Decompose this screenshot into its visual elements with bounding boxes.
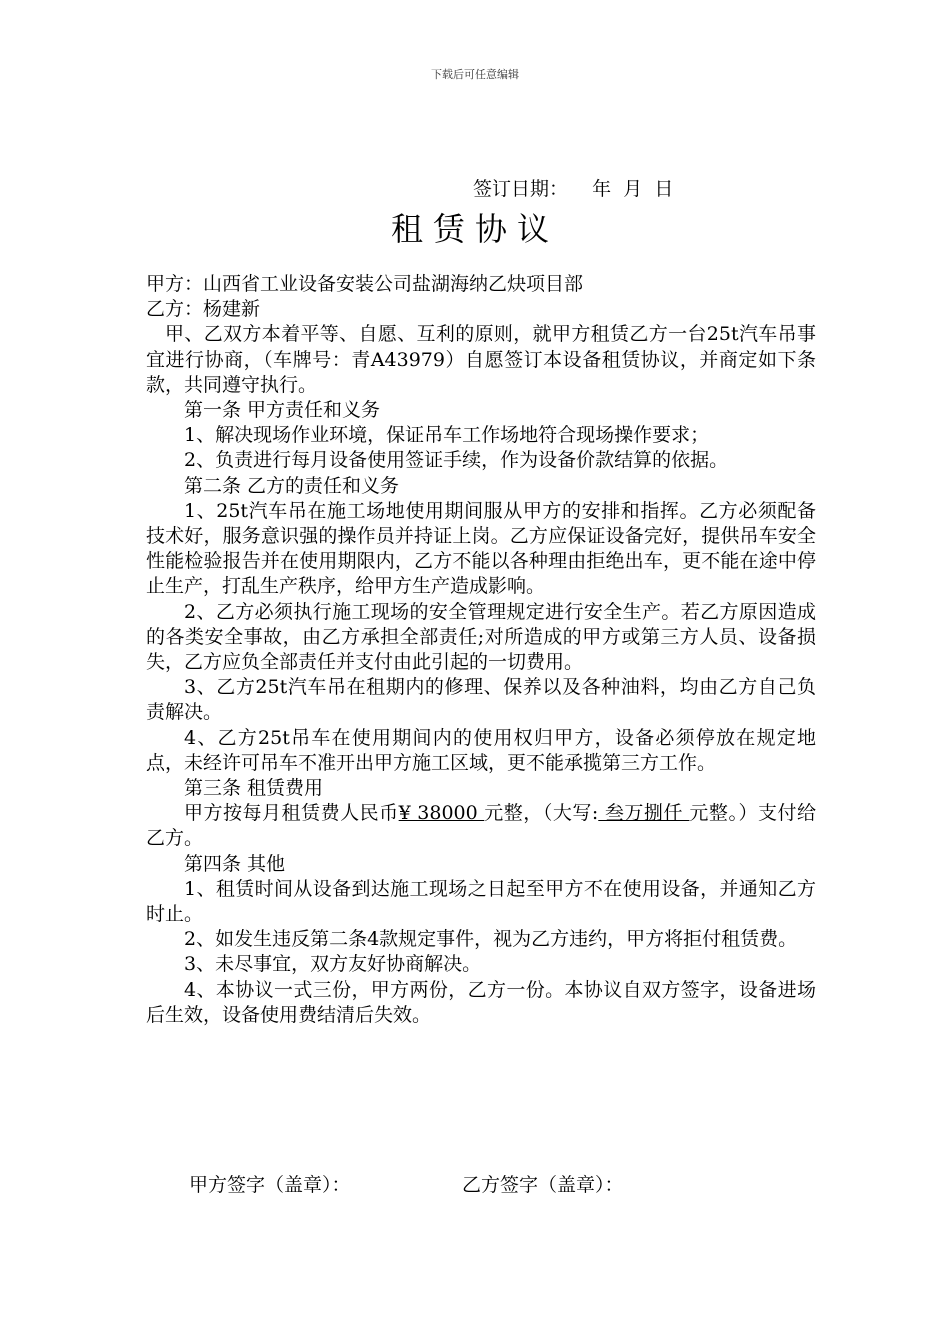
fee-suffix: 元整。）支付给乙方。 xyxy=(146,802,816,850)
article4-heading: 第四条 其他 xyxy=(184,852,286,875)
party-a-signature: 甲方签字（盖章）： xyxy=(189,1174,351,1196)
article4-item: 3、未尽事宜，双方友好协商解决。 xyxy=(184,953,482,976)
sign-date: 签订日期： 年 月 日 xyxy=(473,178,674,200)
party-a: 甲方：山西省工业设备安装公司盐湖海纳乙炔项目部 xyxy=(146,273,584,295)
header-note: 下载后可任意编辑 xyxy=(431,68,519,81)
article4-item: 2、如发生违反第二条4款规定事件，视为乙方违约，甲方将拒付租赁费。 xyxy=(184,928,798,951)
article2-heading: 第二条 乙方的责任和义务 xyxy=(184,474,400,497)
article3-heading: 第三条 租赁费用 xyxy=(184,777,324,800)
fee-paragraph xyxy=(146,801,816,851)
article2-item: 3、乙方25t汽车吊在租期内的修理、保养以及各种油料，均由乙方自己负责解决。 xyxy=(146,676,816,724)
article2-item: 4、乙方25t吊车在使用期间内的使用权归甲方，设备必须停放在规定地点，未经许可吊车不准开出甲方施工区域，更不能承揽第三方工作。 xyxy=(146,726,816,774)
agreement-body xyxy=(146,272,816,1028)
party-b-signature: 乙方签字（盖章）： xyxy=(462,1174,624,1196)
fee-prefix: 甲方按每月租赁费人民币 xyxy=(184,802,399,825)
document-title: 租赁协议 xyxy=(390,210,559,248)
article1-item: 2、负责进行每月设备使用签证手续，作为设备价款结算的依据。 xyxy=(184,449,729,472)
party-b: 乙方：杨建新 xyxy=(146,298,261,321)
fee-amount: ¥ 38000 xyxy=(398,802,485,825)
article2-item: 1、25t汽车吊在施工场地使用期间服从甲方的安排和指挥。乙方必须配备技术好，服务意识强的操作员并持证上岗。乙方应保证设备完好，提供吊车安全性能检验报告并在使用期限内，乙方不能以各种理由拒绝出车，更不能在途中停止生产，打乱生产秩序，给甲方生产造成影响。 xyxy=(146,499,816,598)
article1-item: 1、解决现场作业环境，保证吊车工作场地符合现场操作要求； xyxy=(184,424,710,447)
article4-item: 4、本协议一式三份，甲方两份，乙方一份。本协议自双方签字，设备进场后生效，设备使用费结清后失效。 xyxy=(146,978,816,1026)
article2-item: 2、乙方必须执行施工现场的安全管理规定进行安全生产。若乙方原因造成的各类安全事故，由乙方承担全部责任;对所造成的甲方或第三方人员、设备损失，乙方应负全部责任并支付由此引起的一切费用。 xyxy=(146,600,816,674)
intro-paragraph: 甲、乙双方本着平等、自愿、互利的原则，就甲方租赁乙方一台25t汽车吊事宜进行协商，（车牌号：青A43979）自愿签订本设备租赁协议，并商定如下条款，共同遵守执行。 xyxy=(146,323,816,396)
article1-heading: 第一条 甲方责任和义务 xyxy=(184,399,381,422)
fee-middle: 元整，（大写: xyxy=(484,802,599,825)
fee-amount-words: 叁万捌仟 xyxy=(598,802,690,825)
article4-item: 1、租赁时间从设备到达施工现场之日起至甲方不在使用设备，并通知乙方时止。 xyxy=(146,877,816,926)
